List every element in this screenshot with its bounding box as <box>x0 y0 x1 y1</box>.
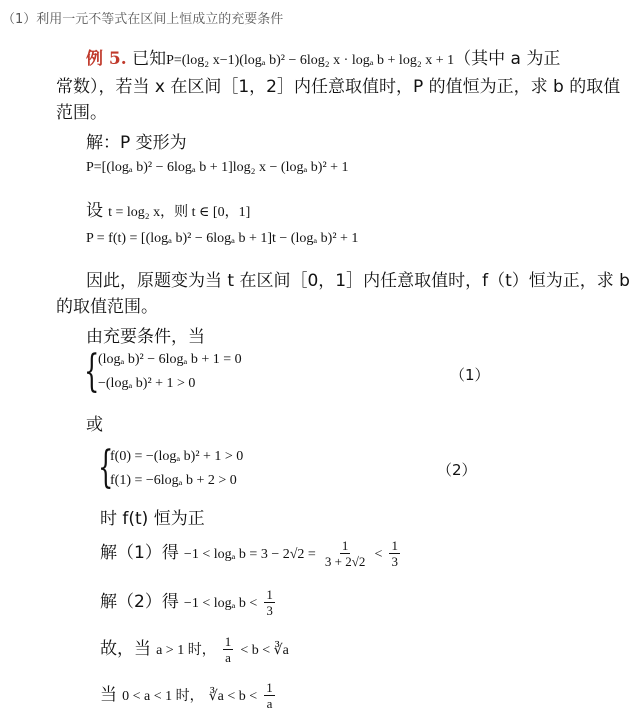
example-formula: P=(log₂ x−1)(logₐ b)² − 6log₂ x · logₐ b + log₂ x + 1 <box>166 53 455 68</box>
solution1-denominator-2: 3 <box>391 554 398 569</box>
system1-tag: （1） <box>450 366 490 384</box>
solution1-numerator: 1 <box>341 538 349 553</box>
solution2-denominator: 3 <box>266 603 273 618</box>
conclusion2-line <box>100 680 277 711</box>
conclusion2-denominator: a <box>266 696 273 711</box>
conclusion1-line <box>100 634 289 665</box>
transform-formula: P=[(logₐ b)² − 6logₐ b + 1]log₂ x − (logₐ b)² + 1 <box>86 160 349 175</box>
section-heading: （1）利用一元不等式在区间上恒成立的充要条件 <box>2 12 284 27</box>
conclusion1-cond: a > 1 时， <box>156 643 216 658</box>
system1-brace: { <box>84 346 100 397</box>
example-line1-tail: （其中 a 为正 <box>454 49 561 69</box>
system1-eq1: (logₐ b)² − 6logₐ b + 1 = 0 <box>98 352 242 367</box>
conclusion1-fraction <box>223 634 234 665</box>
solution1-fraction <box>323 538 367 569</box>
solution1-fraction-2 <box>389 538 400 569</box>
solution2-fraction <box>264 587 275 618</box>
substitution-prefix: 设 <box>86 201 103 221</box>
conclusion2-mid: ∛a < b < <box>208 689 258 704</box>
conclusion1-denominator: a <box>225 650 231 665</box>
conclusion1-numerator: 1 <box>224 634 232 649</box>
system2-eq1: f(0) = −(logₐ b)² + 1 > 0 <box>110 449 244 464</box>
example-intro: 已知 <box>132 49 167 69</box>
substitution-line <box>86 196 250 221</box>
example-line-1 <box>86 44 560 69</box>
solution1-denominator: 3 + 2√2 <box>324 554 366 569</box>
conclusion2-numerator: 1 <box>266 680 273 695</box>
conclusion2-fraction <box>264 680 275 711</box>
system1-eq2: −(logₐ b)² + 1 > 0 <box>98 376 196 391</box>
or-word: 或 <box>86 415 103 435</box>
rephrase-line-1: 因此，原题变为当 t 在区间［0，1］内任意取值时，f（t）恒为正，求 b <box>86 271 630 291</box>
conclusion2-prefix: 当 <box>100 685 117 705</box>
solution1-prefix: 解（1）得 <box>100 543 179 563</box>
solution2-expr: −1 < logₐ b < <box>183 596 258 611</box>
system2-tag: （2） <box>437 461 477 479</box>
solution1-expr: −1 < logₐ b = 3 − 2√2 = <box>183 547 316 562</box>
function-formula: P = f(t) = [(logₐ b)² − 6logₐ b + 1]t − (logₐ b)² + 1 <box>86 231 359 246</box>
solution1-lt: < <box>374 547 383 562</box>
solution-intro: 解：P 变形为 <box>86 133 187 153</box>
example-line-2: 常数），若当 x 在区间［1，2］内任意取值时，P 的值恒为正，求 b 的取值 <box>56 77 621 97</box>
solution1-numerator-2: 1 <box>391 538 398 553</box>
solution2-numerator: 1 <box>266 587 273 602</box>
substitution-eq: t = log₂ x，则 t ∈ [0，1] <box>108 205 251 220</box>
solution1-line <box>100 538 402 569</box>
conclusion1-prefix: 故，当 <box>100 639 151 659</box>
solution2-line <box>100 587 277 618</box>
solution2-prefix: 解（2）得 <box>100 592 179 612</box>
system2-eq2: f(1) = −6logₐ b + 2 > 0 <box>110 473 237 488</box>
positive-line: 时 f(t) 恒为正 <box>100 509 205 529</box>
conclusion2-cond: 0 < a < 1 时， <box>122 689 204 704</box>
example-line-3: 范围。 <box>56 103 107 123</box>
rephrase-line-2: 的取值范围。 <box>56 297 158 317</box>
system2-brace: { <box>98 442 114 493</box>
example-label: 例 5. <box>86 49 127 69</box>
by-condition: 由充要条件，当 <box>86 327 205 347</box>
conclusion1-tail: < b < ∛a <box>240 643 289 658</box>
